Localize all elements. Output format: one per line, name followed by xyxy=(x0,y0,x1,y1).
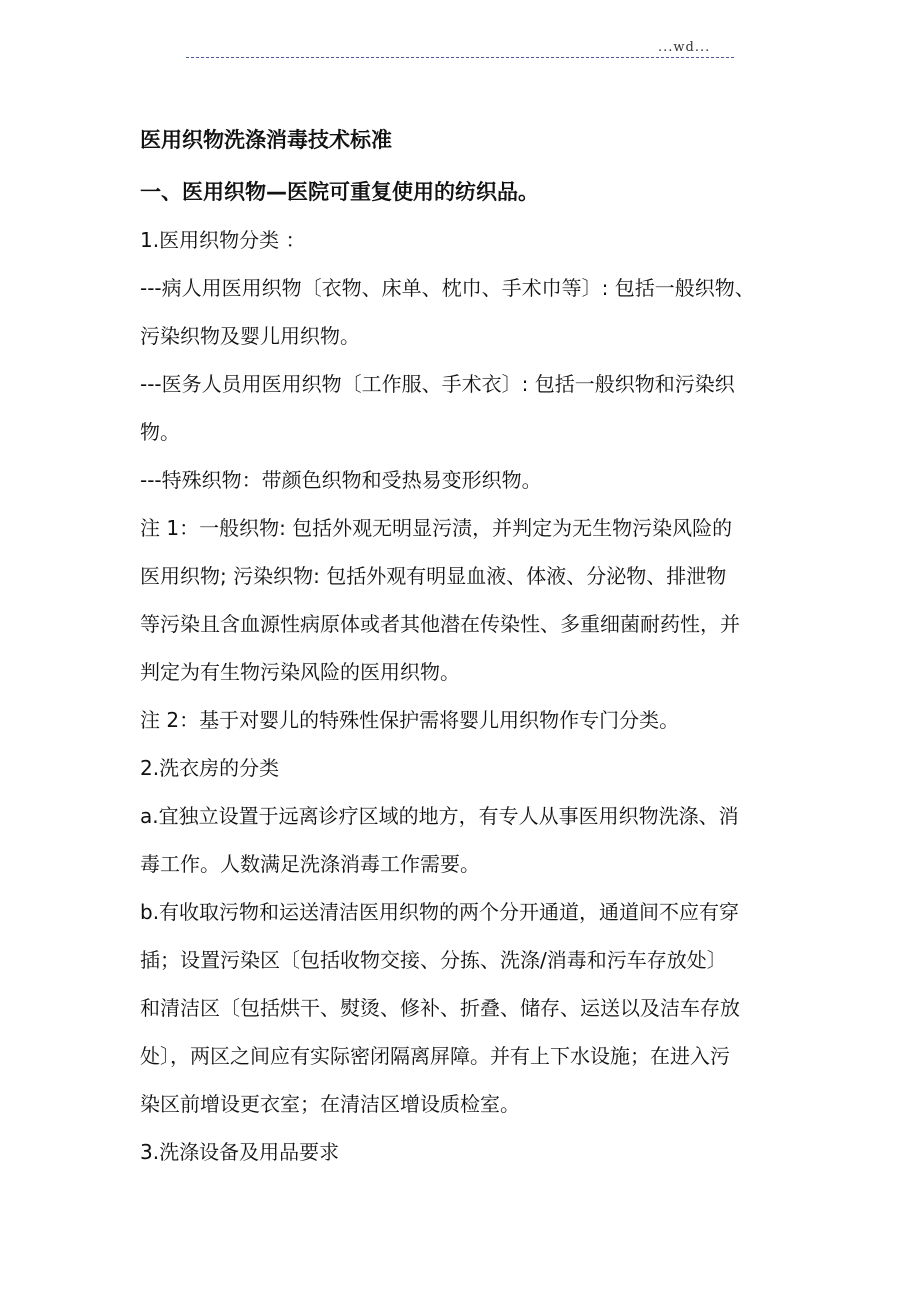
paragraph-line: 污染织物及婴儿用织物。 xyxy=(140,324,360,348)
paragraph-line: ---特殊织物：带颜色织物和受热易变形织物。 xyxy=(140,468,542,492)
paragraph-line: 3.洗涤设备及用品要求 xyxy=(140,1140,340,1164)
paragraph-line: 1.医用织物分类 ： xyxy=(140,228,306,252)
document-body xyxy=(140,116,784,1176)
paragraph-line: 等污染且含血源性病原体或者其他潜在传染性、多重细菌耐药性，并 xyxy=(140,612,740,636)
header-dashed-rule xyxy=(186,57,734,58)
document-title: 医用织物洗涤消毒技术标准 xyxy=(140,128,392,152)
paragraph-line: b.有收取污物和运送清洁医用织物的两个分开通道，通道间不应有穿 xyxy=(140,900,740,924)
paragraph-line: ---医务人员用医用织物〔工作服、手术衣〕: 包括一般织物和污染织 xyxy=(140,372,735,396)
paragraph-line: 物。 xyxy=(140,420,180,444)
section-heading: 一、医用织物—医院可重复使用的纺织品。 xyxy=(140,180,539,204)
paragraph-line: 毒工作。人数满足洗涤消毒工作需要。 xyxy=(140,852,480,876)
paragraph-line: 医用织物; 污染织物: 包括外观有明显血液、体液、分泌物、排泄物 xyxy=(140,564,727,588)
paragraph-line: 插；设置污染区〔包括收物交接、分拣、洗涤/消毒和污车存放处〕 xyxy=(140,948,727,972)
paragraph-line: 判定为有生物污染风险的医用织物。 xyxy=(140,660,460,684)
paragraph-line: 注 2：基于对婴儿的特殊性保护需将婴儿用织物作专门分类。 xyxy=(140,708,680,732)
paragraph-line: 和清洁区〔包括烘干、熨烫、修补、折叠、储存、运送以及洁车存放 xyxy=(140,996,740,1020)
header-watermark: ...wd... xyxy=(658,40,711,55)
paragraph-line: 染区前增设更衣室；在清洁区增设质检室。 xyxy=(140,1092,520,1116)
paragraph-line: ---病人用医用织物〔衣物、床单、枕巾、手术巾等〕: 包括一般织物、 xyxy=(140,276,755,300)
paragraph-line: 注 1：一般织物: 包括外观无明显污渍，并判定为无生物污染风险的 xyxy=(140,516,733,540)
paragraph-line: 处〕，两区之间应有实际密闭隔离屏障。并有上下水设施；在进入污 xyxy=(140,1044,730,1068)
paragraph-line: 2.洗衣房的分类 xyxy=(140,756,280,780)
paragraph-line: a.宜独立设置于远离诊疗区域的地方，有专人从事医用织物洗涤、消 xyxy=(140,804,739,828)
